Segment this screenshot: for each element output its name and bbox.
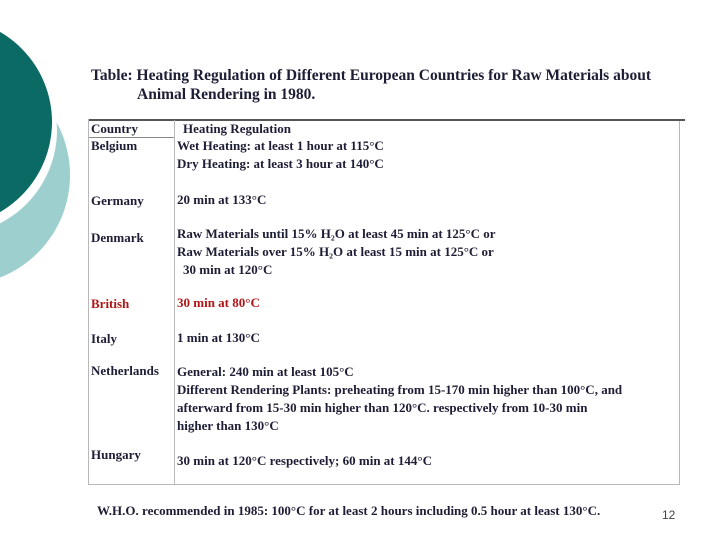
- title-line-2: Animal Rendering in 1980.: [137, 86, 316, 103]
- table-top-rule: [89, 119, 685, 121]
- row-country-netherlands: Netherlands: [91, 363, 159, 378]
- row-country-germany: Germany: [91, 193, 144, 208]
- page-number: 12: [662, 508, 676, 522]
- row-country-denmark: Denmark: [91, 230, 144, 245]
- row-regulation-line: Wet Heating: at least 1 hour at 115°C: [177, 138, 384, 153]
- row-regulation-line: 30 min at 120°C respectively; 60 min at 144°C: [177, 453, 432, 468]
- row-country-british: British: [91, 296, 130, 311]
- row-regulation-line: afterward from 15-30 min higher than 120°C. respectively from 10-30 min: [177, 400, 588, 415]
- row-country-italy: Italy: [91, 331, 117, 346]
- row-regulation-line: 30 min at 120°C: [183, 262, 273, 277]
- who-recommendation-footnote: W.H.O. recommended in 1985: 100°C for at least 2 hours including 0.5 hour at least 130°C.: [97, 503, 601, 518]
- row-regulation-line: 20 min at 133°C: [177, 192, 267, 207]
- heating-regulation-table: [88, 119, 680, 485]
- row-regulation-line: Dry Heating: at least 3 hour at 140°C: [177, 156, 384, 171]
- decorative-circles: [0, 0, 90, 300]
- row-regulation-line: Raw Materials over 15% H₂O at least 15 min at 125°C or: [177, 244, 494, 259]
- row-country-hungary: Hungary: [91, 447, 141, 462]
- slide-title: [91, 66, 701, 104]
- header-regulation: Heating Regulation: [183, 121, 291, 136]
- row-regulation-line: General: 240 min at least 105°C: [177, 364, 354, 379]
- row-regulation-line: Raw Materials until 15% H₂O at least 45 min at 125°C or: [177, 226, 496, 241]
- row-regulation-line: higher than 130°C: [177, 418, 279, 433]
- row-regulation-line: 1 min at 130°C: [177, 330, 260, 345]
- row-country-belgium: Belgium: [91, 138, 138, 153]
- title-line-1: Table: Heating Regulation of Different European Countries for Raw Materials about: [91, 67, 651, 84]
- row-regulation-line: 30 min at 80°C: [177, 295, 260, 310]
- header-country: Country: [91, 121, 138, 136]
- column-divider: [174, 120, 175, 484]
- row-regulation-line: Different Rendering Plants: preheating from 15-170 min higher than 100°C, and: [177, 382, 623, 397]
